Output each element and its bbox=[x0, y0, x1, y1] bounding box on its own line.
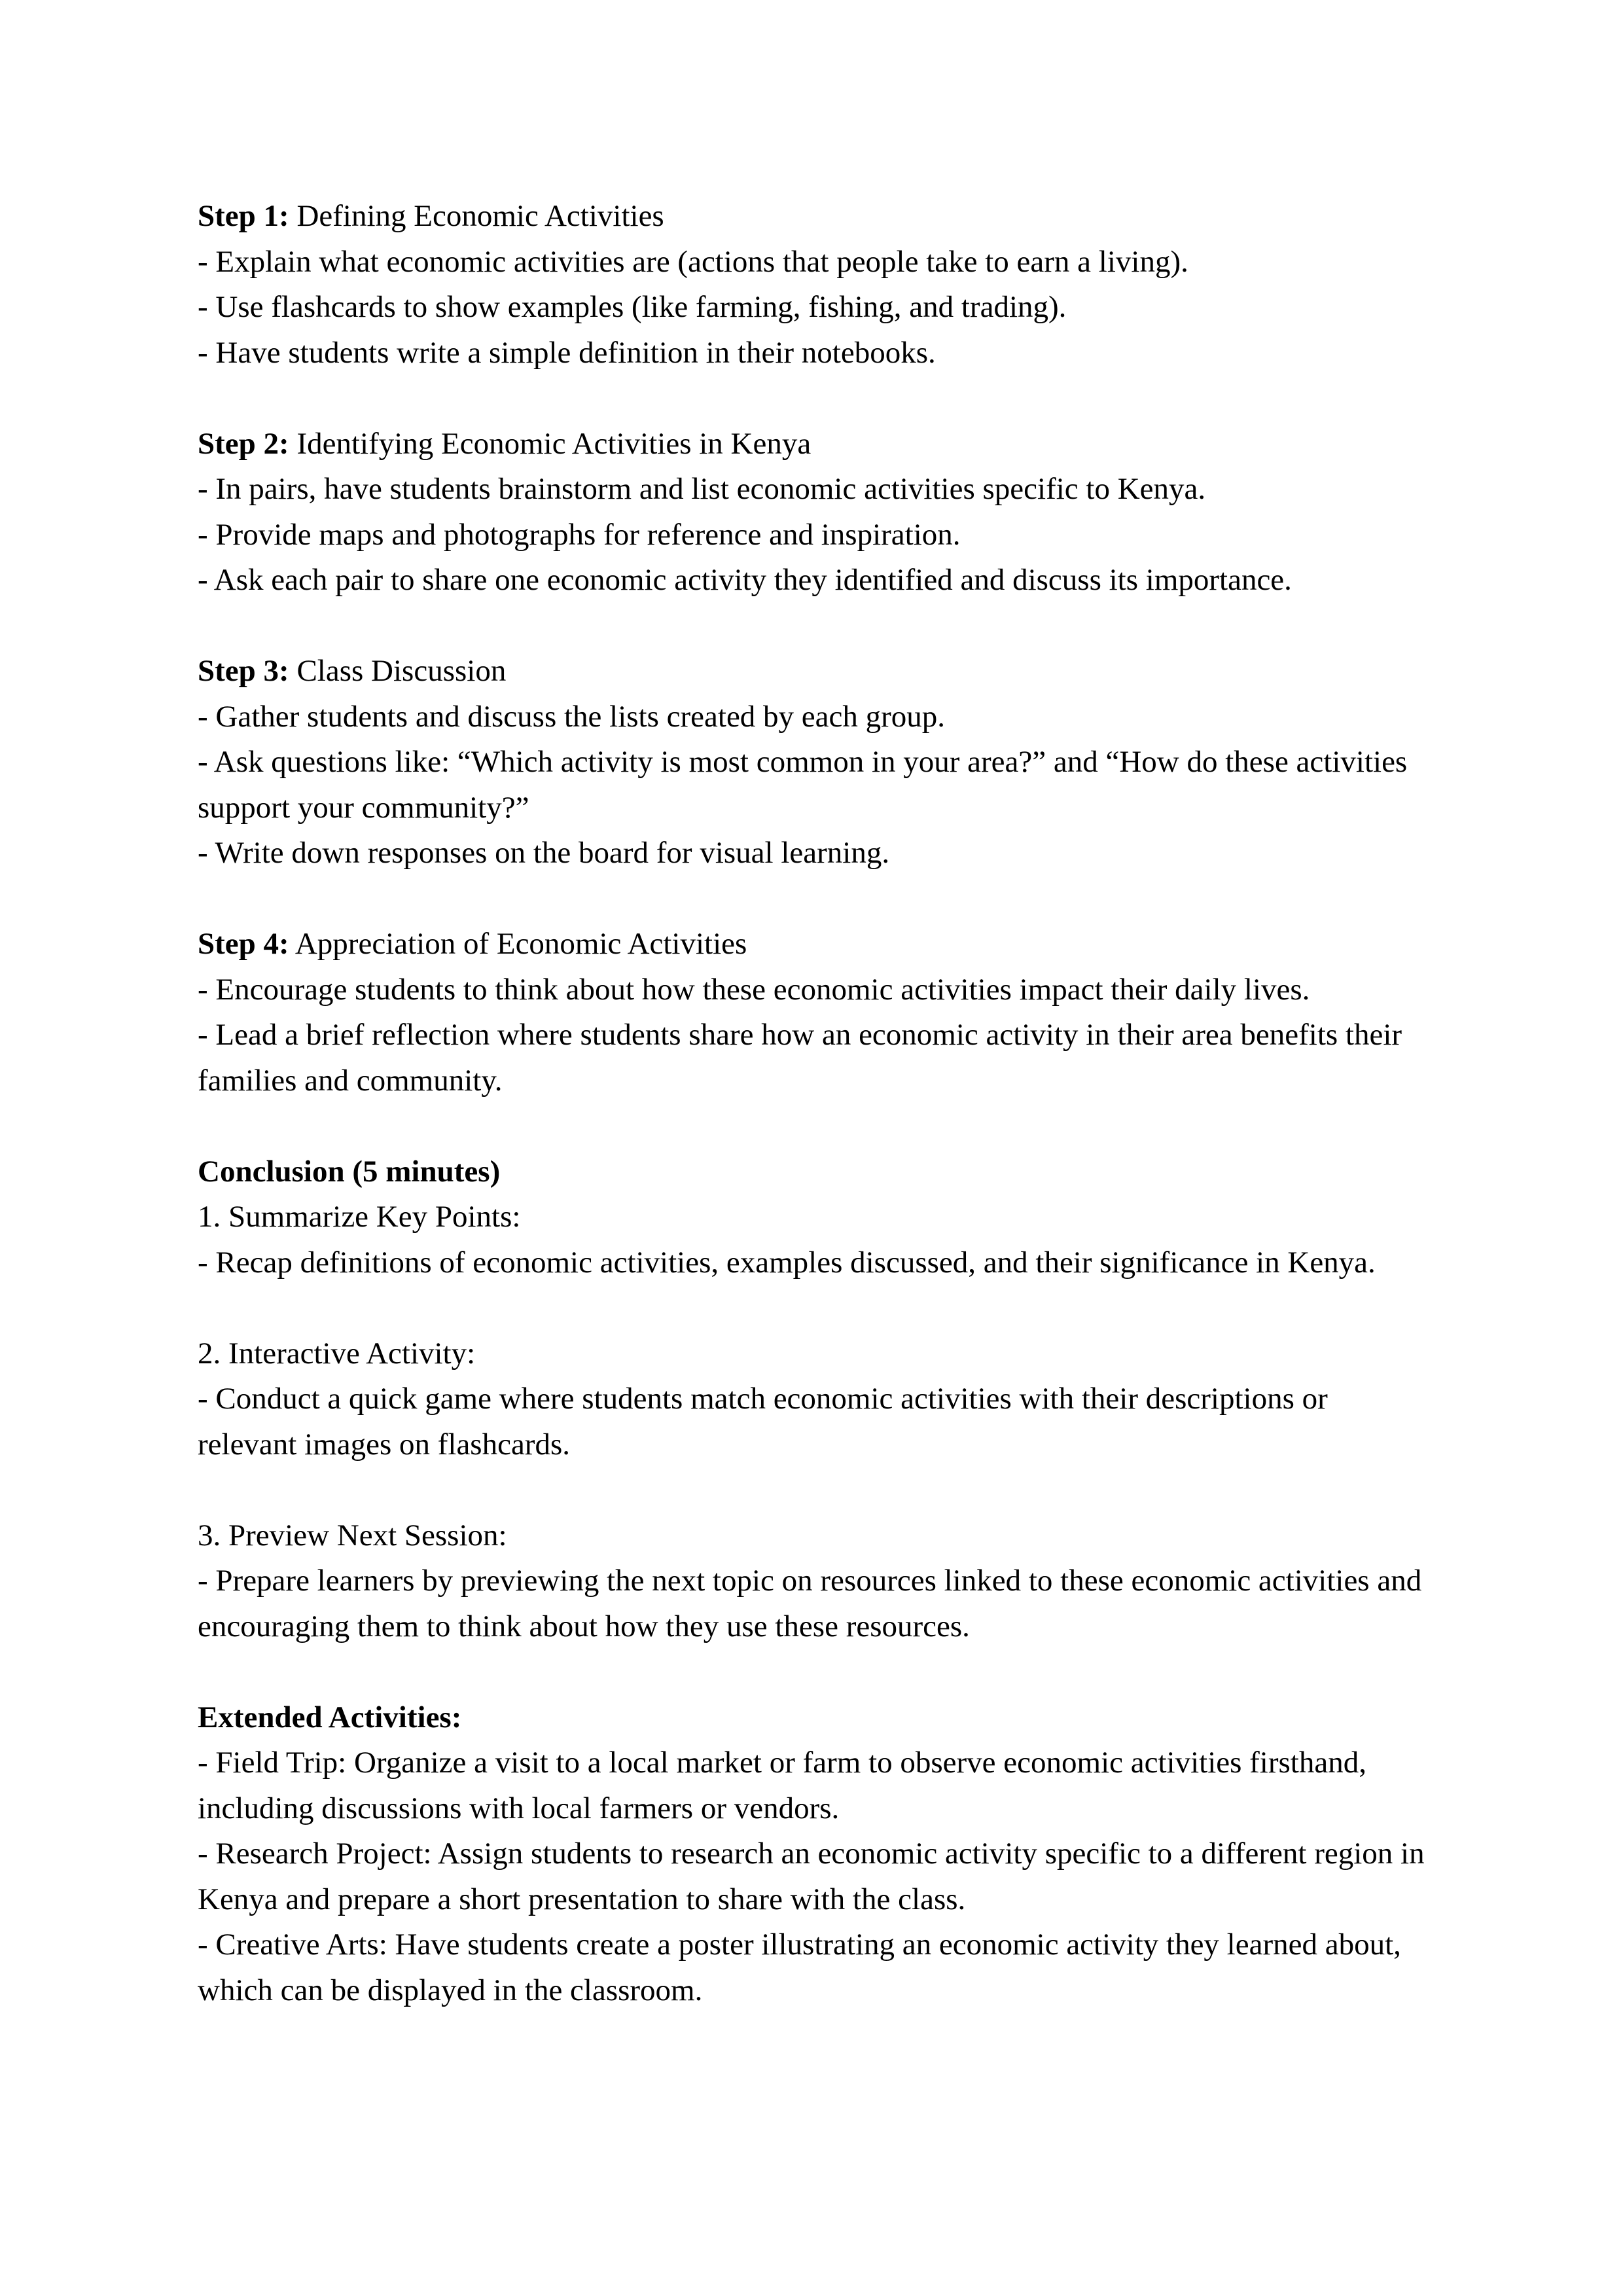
step-label: Step 1: bbox=[198, 199, 289, 233]
extended-activities-heading: Extended Activities: bbox=[198, 1700, 462, 1734]
bullet-item: - In pairs, have students brainstorm and list economic activities specific to Kenya. bbox=[198, 472, 1206, 506]
step-label: Step 4: bbox=[198, 927, 289, 961]
bullet-item: - Use flashcards to show examples (like farming, fishing, and trading). bbox=[198, 290, 1067, 324]
bullet-item: - Creative Arts: Have students create a poster illustrating an economic activity they learned about, which can be displayed in the classroom. bbox=[198, 1928, 1401, 2007]
conclusion-item-text: - Recap definitions of economic activities, examples discussed, and their significance in Kenya. bbox=[198, 1245, 1376, 1280]
bullet-item: - Lead a brief reflection where students share how an economic activity in their area benefits their families and community. bbox=[198, 1018, 1402, 1098]
step-4-heading bbox=[198, 922, 1428, 967]
step-title: Defining Economic Activities bbox=[289, 199, 664, 233]
step-1-section bbox=[198, 194, 1428, 376]
document-page bbox=[198, 194, 1428, 2059]
conclusion-item-title: 3. Preview Next Session: bbox=[198, 1518, 507, 1552]
bullet-item: - Research Project: Assign students to research an economic activity specific to a different region in Kenya and prepare a short presentation to share with the class. bbox=[198, 1837, 1425, 1916]
step-title: Appreciation of Economic Activities bbox=[289, 927, 747, 961]
bullet-item: - Encourage students to think about how these economic activities impact their daily lives. bbox=[198, 972, 1310, 1007]
step-label: Step 2: bbox=[198, 426, 289, 461]
conclusion-heading: Conclusion (5 minutes) bbox=[198, 1154, 501, 1189]
bullet-item: - Field Trip: Organize a visit to a local market or farm to observe economic activities firsthand, including discussions with local farmers or vendors. bbox=[198, 1746, 1366, 1825]
bullet-item: - Gather students and discuss the lists created by each group. bbox=[198, 699, 946, 734]
conclusion-item-title: 2. Interactive Activity: bbox=[198, 1336, 476, 1371]
bullet-item: - Have students write a simple definition in their notebooks. bbox=[198, 335, 936, 370]
conclusion-item-text: - Conduct a quick game where students match economic activities with their descriptions or relevant images on flashcards. bbox=[198, 1382, 1328, 1462]
extended-activities-section bbox=[198, 1695, 1428, 2014]
bullet-item: - Ask each pair to share one economic activity they identified and discuss its importance. bbox=[198, 563, 1292, 597]
bullet-item: - Provide maps and photographs for reference and inspiration. bbox=[198, 517, 961, 552]
bullet-item: - Explain what economic activities are (actions that people take to earn a living). bbox=[198, 244, 1188, 279]
bullet-item: - Write down responses on the board for visual learning. bbox=[198, 836, 890, 870]
conclusion-item-2 bbox=[198, 1331, 1428, 1468]
step-3-section bbox=[198, 649, 1428, 876]
step-title: Class Discussion bbox=[289, 654, 507, 688]
step-2-section bbox=[198, 422, 1428, 603]
step-3-heading bbox=[198, 649, 1428, 694]
step-4-section bbox=[198, 922, 1428, 1103]
step-title: Identifying Economic Activities in Kenya bbox=[289, 426, 812, 461]
conclusion-section bbox=[198, 1149, 1428, 1286]
bullet-item: - Ask questions like: “Which activity is most common in your area?” and “How do these activities support your community?” bbox=[198, 745, 1408, 825]
conclusion-item-3 bbox=[198, 1513, 1428, 1650]
step-1-heading bbox=[198, 194, 1428, 240]
conclusion-item-text: - Prepare learners by previewing the next topic on resources linked to these economic activities and encouraging them to think about how they use these resources. bbox=[198, 1564, 1422, 1643]
step-2-heading bbox=[198, 422, 1428, 467]
step-label: Step 3: bbox=[198, 654, 289, 688]
conclusion-item-title: 1. Summarize Key Points: bbox=[198, 1200, 521, 1234]
